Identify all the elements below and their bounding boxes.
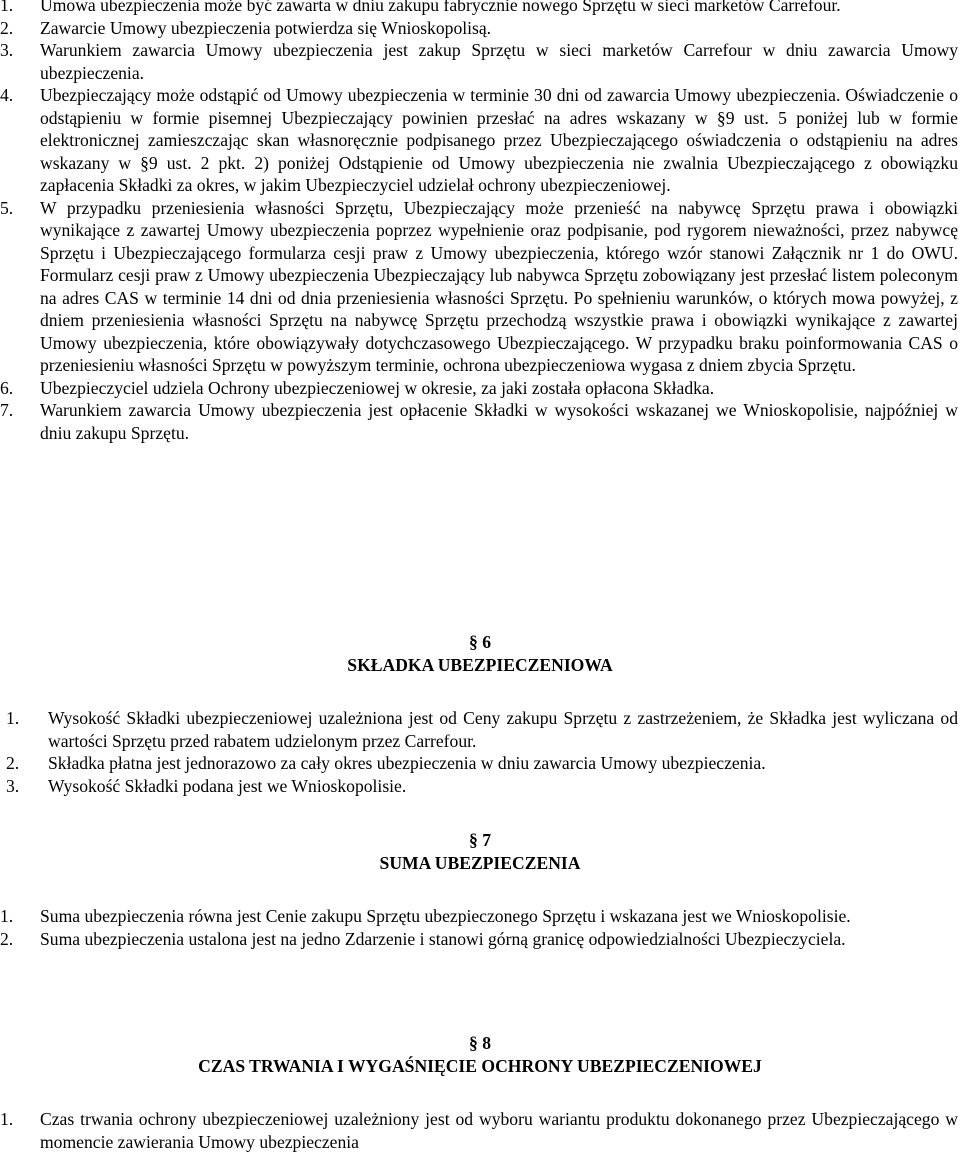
item-number: 4. <box>0 85 14 105</box>
item-number: 1. <box>0 906 14 926</box>
item-text: Czas trwania ochrony ubezpieczeniowej uzależniony jest od wyboru wariantu produktu dokonanego przez Ubezpieczającego w momencie zawierania Umowy ubezpieczenia <box>40 1109 958 1152</box>
item-text: Suma ubezpieczenia ustalona jest na jedno Zdarzenie i stanowi górną granicę odpowiedzialności Ubezpieczyciela. <box>40 928 846 949</box>
item-text: Umowa ubezpieczenia może być zawarta w dniu zakupu fabrycznie nowego Sprzętu w sieci marketów Carrefour. <box>40 0 841 15</box>
item-text: W przypadku przeniesienia własności Sprzętu, Ubezpieczający może przenieść na nabywcę Sprzętu prawa i obowiązki wynikające z zawartej Umowy ubezpieczenia poprzez wypełnienie oraz podpisanie, pod rygorem nieważności, przez nabywcę Sprzętu i Ubezpieczającego formularza cesji praw z Umowy ubezpieczenia, którego wzór stanowi Załącznik nr 1 do OWU. Formularz cesji praw z Umowy ubezpieczenia Ubezpieczający lub nabywca Sprzętu zobowiązany jest przesłać listem poleconym na adres CAS w terminie 14 dni od dnia przeniesienia własności Sprzętu. Po spełnieniu warunków, o których mowa powyżej, z dniem przeniesienia własności Sprzętu na nabywcę Sprzętu przechodzą wszystkie prawa i obowiązki wynikające z zawartej Umowy ubezpieczenia, które obowiązywały dotychczasowego Ubezpieczającego. W przypadku braku poinformowania CAS o przeniesieniu własności Sprzętu w powyższym terminie, ochrona ubezpieczeniowa wygasa z dniem zbycia Sprzętu. <box>40 197 958 375</box>
section-heading-6 <box>0 631 960 676</box>
section-title: CZAS TRWANIA I WYGAŚNIĘCIE OCHRONY UBEZPIECZENIOWEJ <box>198 1055 762 1076</box>
list-item <box>0 0 960 17</box>
sum-insured-list <box>0 905 960 950</box>
item-number: 2. <box>0 928 14 949</box>
item-number: 2. <box>0 17 14 38</box>
section-sign: § 6 <box>469 632 491 652</box>
terms-list <box>0 0 960 444</box>
item-text: Wysokość Składki podana jest we Wnioskopolisie. <box>48 775 407 796</box>
list-item <box>0 399 960 444</box>
item-number: 1. <box>0 1109 14 1129</box>
item-number: 2. <box>6 753 20 773</box>
section-heading-8 <box>0 1032 960 1077</box>
item-number: 1. <box>6 708 20 728</box>
item-number: 6. <box>0 377 14 398</box>
item-text: Warunkiem zawarcia Umowy ubezpieczenia jest zakup Sprzętu w sieci marketów Carrefour w dniu zawarcia Umowy ubezpieczenia. <box>40 40 958 83</box>
list-item <box>0 377 960 400</box>
item-number: 5. <box>0 197 14 218</box>
list-item <box>0 905 960 928</box>
item-number: 7. <box>0 400 14 420</box>
item-number: 3. <box>0 40 14 60</box>
section-heading-7 <box>0 829 960 874</box>
list-item <box>0 775 960 798</box>
list-item <box>0 1108 960 1153</box>
list-item <box>0 752 960 775</box>
list-item <box>0 197 960 377</box>
item-number: 3. <box>6 775 20 796</box>
list-item <box>0 84 960 197</box>
item-text: Zawarcie Umowy ubezpieczenia potwierdza się Wnioskopolisą. <box>40 17 492 38</box>
section-sign: § 8 <box>469 1033 491 1053</box>
item-number: 1. <box>0 0 14 15</box>
coverage-duration-list <box>0 1108 960 1153</box>
item-text: Warunkiem zawarcia Umowy ubezpieczenia jest opłacenie Składki w wysokości wskazanej we Wnioskopolisie, najpóźniej w dniu zakupu Sprzętu. <box>40 400 958 443</box>
section-sign: § 7 <box>469 830 491 850</box>
list-item <box>0 17 960 40</box>
item-text: Ubezpieczyciel udziela Ochrony ubezpieczeniowej w okresie, za jaki została opłacona Składka. <box>40 377 715 398</box>
item-text: Wysokość Składki ubezpieczeniowej uzależniona jest od Ceny zakupu Sprzętu z zastrzeżeniem, że Składka jest wyliczana od wartości Sprzętu przed rabatem udzielonym przez Carrefour. <box>48 708 958 751</box>
item-text: Składka płatna jest jednorazowo za cały okres ubezpieczenia w dniu zawarcia Umowy ubezpieczenia. <box>48 753 766 773</box>
list-item <box>0 928 960 951</box>
section-title: SKŁADKA UBEZPIECZENIOWA <box>347 654 613 675</box>
item-text: Suma ubezpieczenia równa jest Cenie zakupu Sprzętu ubezpieczonego Sprzętu i wskazana jest we Wnioskopolisie. <box>40 906 851 926</box>
item-text: Ubezpieczający może odstąpić od Umowy ubezpieczenia w terminie 30 dni od zawarcia Umowy ubezpieczenia. Oświadczenie o odstąpieniu w formie pisemnej Ubezpieczający powinien przesłać na adres wskazany w §9 ust. 5 poniżej lub w formie elektronicznej zamieszczając skan własnoręcznie podpisanego przez Ubezpieczającego oświadczenia o odstąpieniu na adres wskazany w §9 ust. 2 pkt. 2) poniżej Odstąpienie od Umowy ubezpieczenia nie zwalnia Ubezpieczającego z obowiązku zapłacenia Składki za okres, w jakim Ubezpieczyciel udzielał ochrony ubezpieczeniowej. <box>40 85 958 195</box>
list-item <box>0 707 960 752</box>
premium-list <box>0 707 960 797</box>
section-title: SUMA UBEZPIECZENIA <box>379 852 581 873</box>
list-item <box>0 39 960 84</box>
